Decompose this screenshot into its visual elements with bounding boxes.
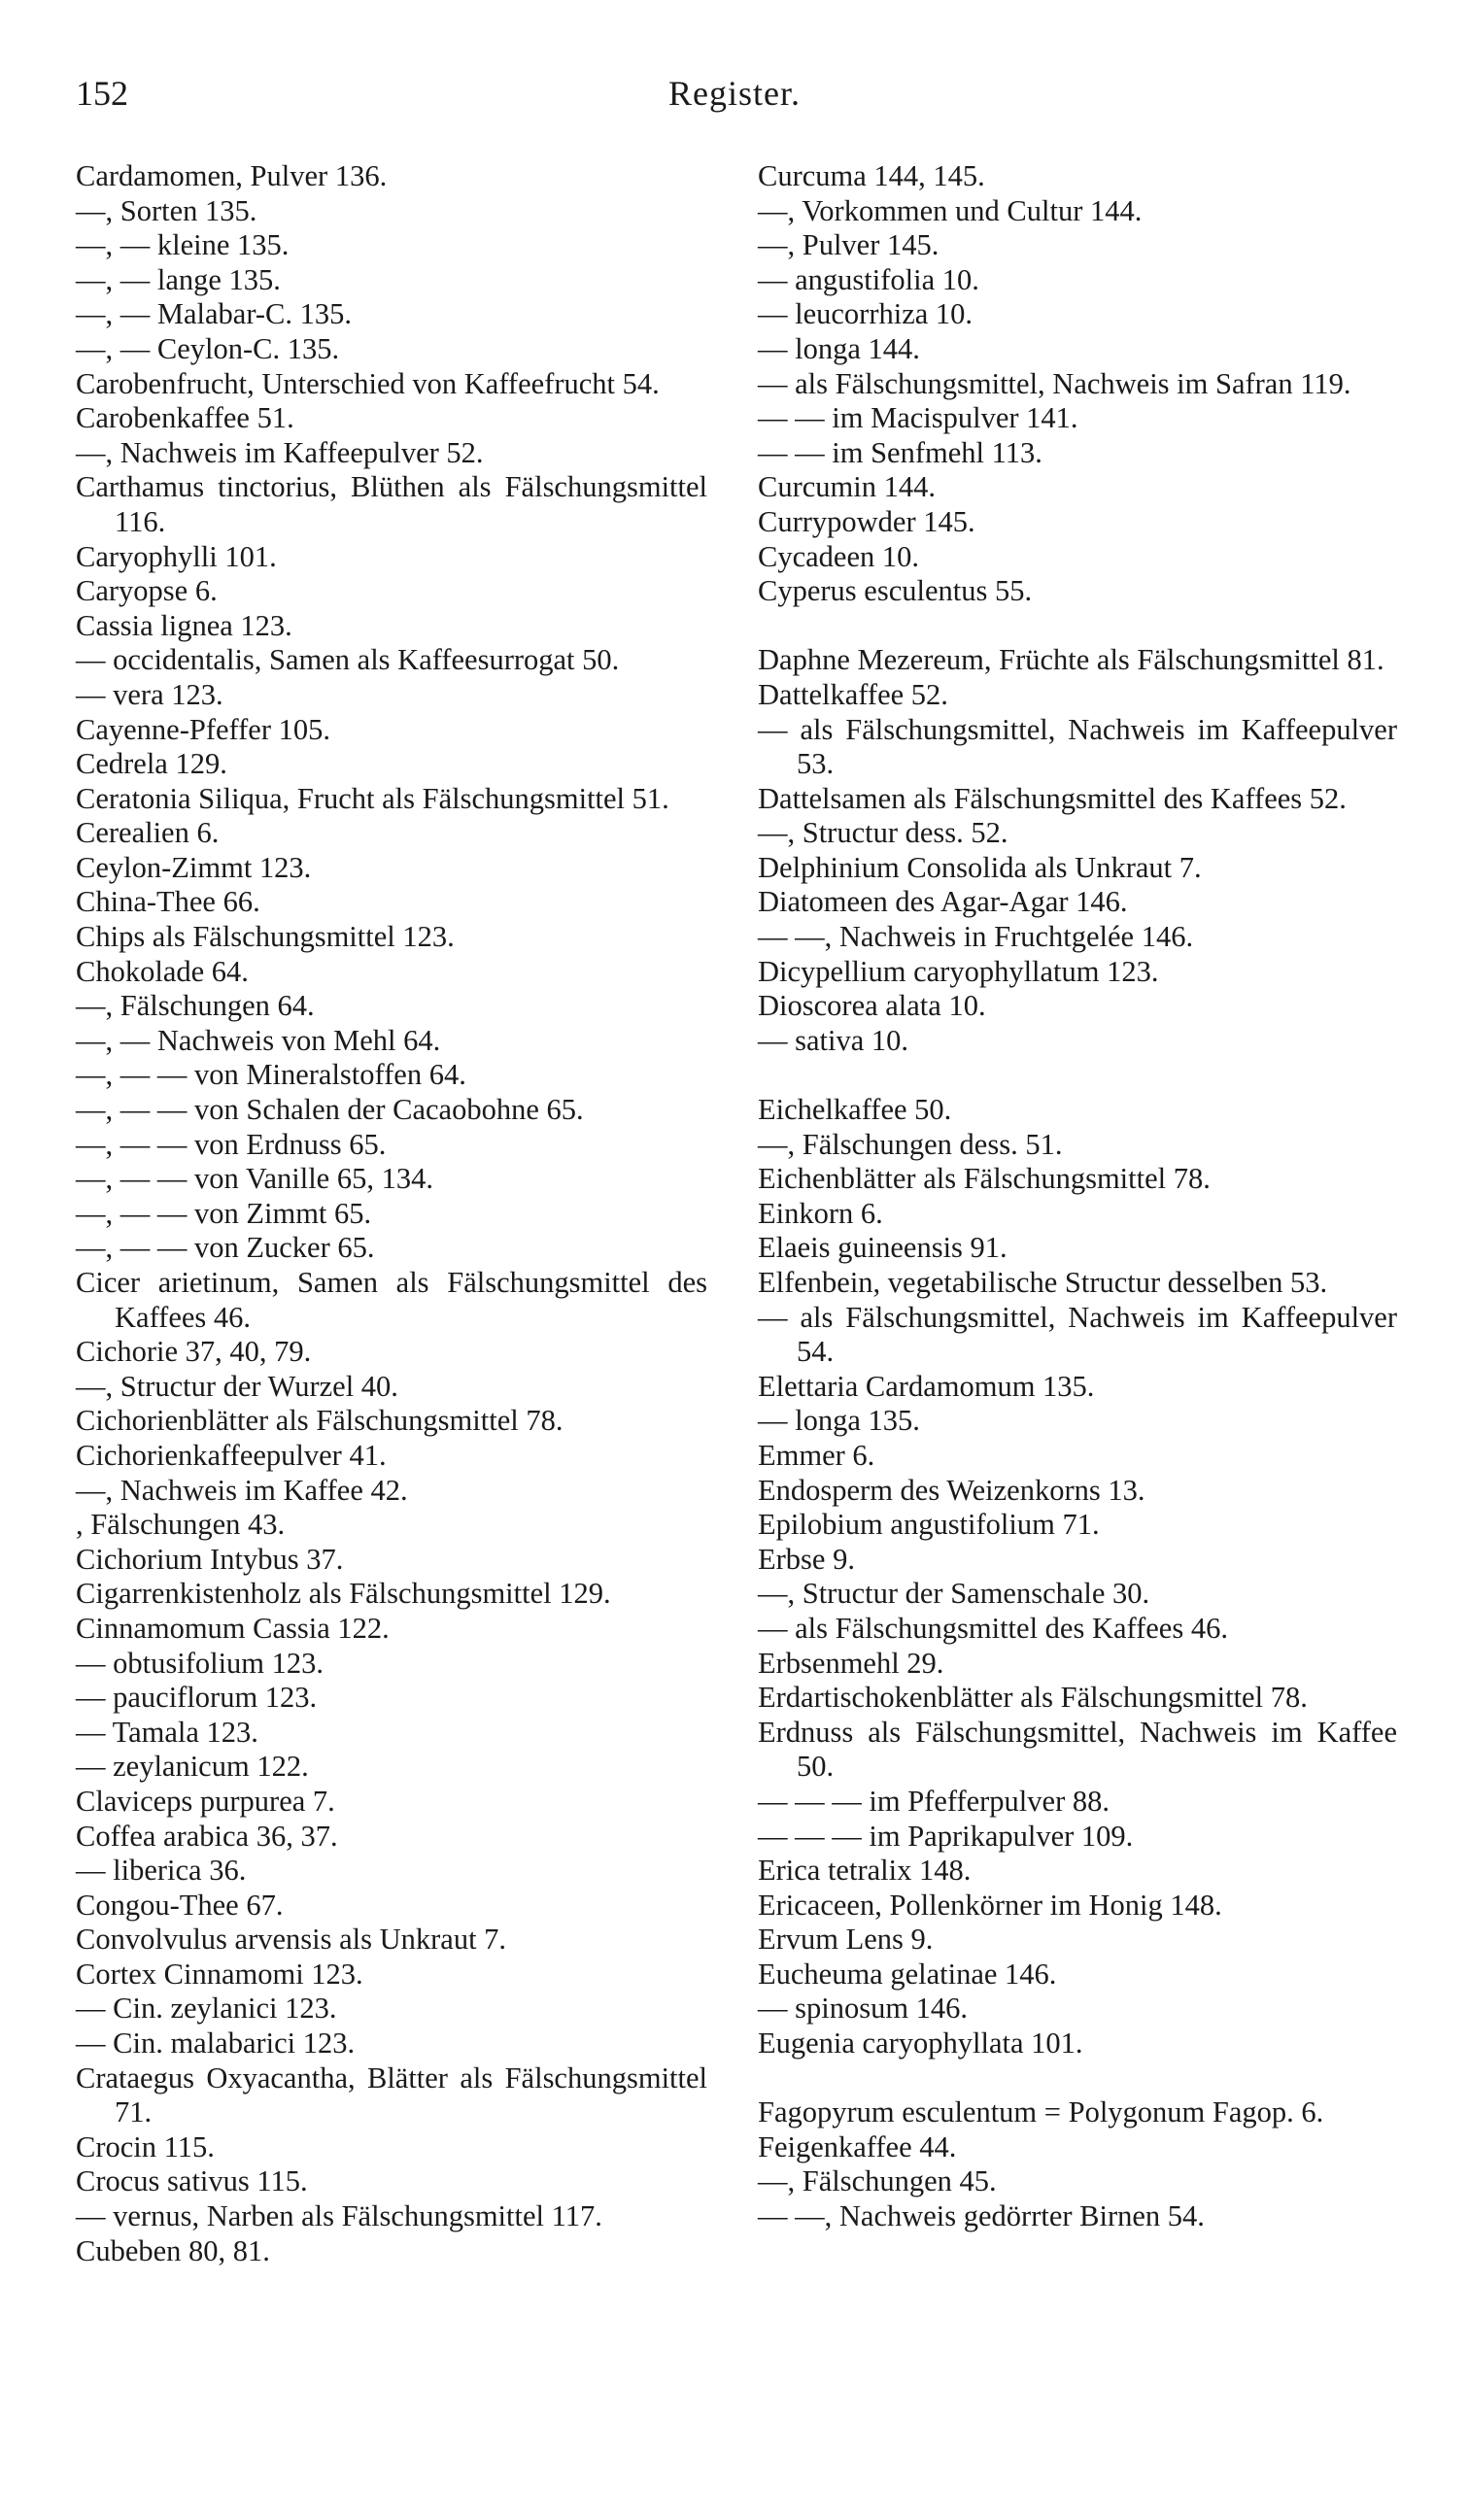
group-spacer <box>758 609 1397 644</box>
index-entry: — liberica 36. <box>76 1854 247 1888</box>
index-entry: Carthamus tinctorius, Blüthen als Fälschungsmittel 116. <box>76 470 707 538</box>
index-entry: — als Fälschungsmittel des Kaffees 46. <box>758 1611 1228 1645</box>
index-group-e <box>758 1093 1397 2061</box>
index-group-f <box>758 2095 1397 2233</box>
index-entry: Dioscorea alata 10. <box>758 989 986 1023</box>
index-entry: Elettaria Cardamomum 135. <box>758 1369 1095 1403</box>
index-entry: — Cin. zeylanici 123. <box>76 1992 337 2026</box>
index-entry: Cicer arietinum, Samen als Fälschungsmittel des Kaffees 46. <box>76 1266 707 1334</box>
index-entry: , Fälschungen 43. <box>76 1508 286 1542</box>
index-entry: Chips als Fälschungsmittel 123. <box>76 920 455 954</box>
index-entry: Cortex Cinnamomi 123. <box>76 1957 363 1991</box>
running-head: Register. <box>668 74 801 113</box>
index-entry: Erdartischokenblätter als Fälschungsmittel 78. <box>758 1681 1308 1715</box>
index-entry: —, — — von Zimmt 65. <box>76 1196 372 1230</box>
index-entry: —, Pulver 145. <box>758 228 939 262</box>
index-entry: Crocus sativus 115. <box>76 2164 308 2198</box>
index-entry: — leucorrhiza 10. <box>758 297 974 331</box>
index-entry: Crataegus Oxyacantha, Blätter als Fälschungsmittel 71. <box>76 2060 707 2129</box>
index-entry: Diatomeen des Agar-Agar 146. <box>758 885 1128 919</box>
index-entry: Cycadeen 10. <box>758 539 919 573</box>
index-entry: — als Fälschungsmittel, Nachweis im Kaffeepulver 53. <box>758 712 1397 781</box>
index-entry: Crocin 115. <box>76 2129 215 2163</box>
index-entry: Caryophylli 101. <box>76 539 277 573</box>
page-number: 152 <box>76 74 128 113</box>
index-entry: —, Structur der Wurzel 40. <box>76 1369 398 1403</box>
index-entry: —, — Malabar-C. 135. <box>76 297 353 331</box>
index-entry: Cardamomen, Pulver 136. <box>76 159 388 192</box>
index-entry: Ceylon-Zimmt 123. <box>76 850 312 884</box>
index-entry: —, — — von Schalen der Cacaobohne 65. <box>76 1093 584 1127</box>
index-entry: — als Fälschungsmittel, Nachweis im Safran 119. <box>758 366 1351 400</box>
index-entry: Carobenfrucht, Unterschied von Kaffeefrucht 54. <box>76 366 660 400</box>
index-entry: Dattelkaffee 52. <box>758 677 948 711</box>
index-entry: China-Thee 66. <box>76 885 260 919</box>
index-entry: Cedrela 129. <box>76 747 227 781</box>
index-entry: —, — — von Zucker 65. <box>76 1231 375 1265</box>
index-entry: Cichorium Intybus 37. <box>76 1542 344 1576</box>
index-entry: Eichelkaffee 50. <box>758 1093 952 1127</box>
index-entry: — — im Macispulver 141. <box>758 401 1078 435</box>
index-entry: Cichorie 37, 40, 79. <box>76 1335 312 1369</box>
index-entry: —, Nachweis im Kaffee 42. <box>76 1473 408 1507</box>
index-entry: —, — — von Mineralstoffen 64. <box>76 1058 466 1092</box>
index-entry: Daphne Mezereum, Früchte als Fälschungsmittel 81. <box>758 643 1384 677</box>
index-entry: Ceratonia Siliqua, Frucht als Fälschungsmittel 51. <box>76 781 669 815</box>
index-entry: — longa 144. <box>758 331 920 365</box>
index-entry: — — im Senfmehl 113. <box>758 435 1042 469</box>
index-entry: Eugenia caryophyllata 101. <box>758 2026 1083 2060</box>
index-entry: Chokolade 64. <box>76 954 249 988</box>
index-entry: Curcumin 144. <box>758 470 936 504</box>
index-entry: Convolvulus arvensis als Unkraut 7. <box>76 1923 507 1957</box>
index-entry: Emmer 6. <box>758 1438 875 1472</box>
index-entry: Erica tetralix 148. <box>758 1854 972 1888</box>
index-entry: Currypowder 145. <box>758 504 975 538</box>
index-entry: — Tamala 123. <box>76 1715 258 1749</box>
index-entry: —, Sorten 135. <box>76 193 257 227</box>
index-entry: — —, Nachweis in Fruchtgelée 146. <box>758 920 1194 954</box>
index-entry: Dattelsamen als Fälschungsmittel des Kaffees 52. <box>758 781 1347 815</box>
group-spacer <box>758 2061 1397 2096</box>
index-entry: —, — — von Erdnuss 65. <box>76 1127 387 1161</box>
index-entry: Claviceps purpurea 7. <box>76 1784 335 1818</box>
index-entry: —, — Nachweis von Mehl 64. <box>76 1023 441 1057</box>
index-entry: Cichorienkaffeepulver 41. <box>76 1438 387 1472</box>
index-entry: Curcuma 144, 145. <box>758 159 985 192</box>
index-entry: — sativa 10. <box>758 1023 909 1057</box>
index-entry: Feigenkaffee 44. <box>758 2129 957 2163</box>
index-entry: Erdnuss als Fälschungsmittel, Nachweis im Kaffee 50. <box>758 1715 1397 1784</box>
index-entry: Fagopyrum esculentum = Polygonum Fagop. 6. <box>758 2095 1324 2129</box>
index-group-c <box>758 159 1397 609</box>
index-entry: — angustifolia 10. <box>758 262 979 296</box>
index-entry: —, — lange 135. <box>76 262 281 296</box>
index-entry: — obtusifolium 123. <box>76 1646 325 1680</box>
index-group-d <box>758 643 1397 1058</box>
index-entry: —, Nachweis im Kaffeepulver 52. <box>76 435 484 469</box>
group-spacer <box>758 1058 1397 1093</box>
index-entry: — — — im Pfefferpulver 88. <box>758 1784 1110 1818</box>
index-entry: — pauciflorum 123. <box>76 1681 318 1715</box>
index-entry: —, — Ceylon-C. 135. <box>76 331 340 365</box>
index-entry: — zeylanicum 122. <box>76 1750 309 1784</box>
index-entry: —, Structur der Samenschale 30. <box>758 1577 1150 1611</box>
index-entry: Eucheuma gelatinae 146. <box>758 1957 1057 1991</box>
index-entry: — als Fälschungsmittel, Nachweis im Kaffeepulver 54. <box>758 1300 1397 1369</box>
index-entry: —, — — von Vanille 65, 134. <box>76 1162 433 1196</box>
index-entry: Cayenne-Pfeffer 105. <box>76 712 330 746</box>
index-entry: Elfenbein, vegetabilische Structur desselben 53. <box>758 1266 1328 1299</box>
index-entry: Endosperm des Weizenkorns 13. <box>758 1473 1145 1507</box>
index-entry: Cichorienblätter als Fälschungsmittel 78. <box>76 1404 564 1438</box>
index-entry: Erbsenmehl 29. <box>758 1646 944 1680</box>
index-entry: Coffea arabica 36, 37. <box>76 1819 338 1853</box>
index-entry: Cinnamomum Cassia 122. <box>76 1611 390 1645</box>
index-entry: Elaeis guineensis 91. <box>758 1231 1008 1265</box>
index-entry: Carobenkaffee 51. <box>76 401 294 435</box>
index-entry: Erbse 9. <box>758 1542 855 1576</box>
index-entry: Einkorn 6. <box>758 1196 883 1230</box>
index-entry: Caryopse 6. <box>76 574 218 608</box>
index-entry: Congou-Thee 67. <box>76 1888 284 1922</box>
index-entry: Cigarrenkistenholz als Fälschungsmittel 129. <box>76 1577 611 1611</box>
index-entry: Ericaceen, Pollenkörner im Honig 148. <box>758 1888 1222 1922</box>
index-entry: — occidentalis, Samen als Kaffeesurrogat 50. <box>76 643 620 677</box>
index-column-left <box>76 159 707 2268</box>
index-entry: Cerealien 6. <box>76 816 220 850</box>
index-entry: —, — kleine 135. <box>76 228 290 262</box>
index-entry: —, Vorkommen und Cultur 144. <box>758 193 1143 227</box>
index-entry: —, Fälschungen 45. <box>758 2164 997 2198</box>
index-entry: — Cin. malabarici 123. <box>76 2026 356 2060</box>
index-entry: Epilobium angustifolium 71. <box>758 1508 1100 1542</box>
index-entry: Eichenblätter als Fälschungsmittel 78. <box>758 1162 1211 1196</box>
index-column-right <box>758 159 1397 2234</box>
index-entry: —, Fälschungen 64. <box>76 989 315 1023</box>
index-entry: — —, Nachweis gedörrter Birnen 54. <box>758 2199 1205 2233</box>
index-entry: Cubeben 80, 81. <box>76 2233 270 2267</box>
index-entry: Delphinium Consolida als Unkraut 7. <box>758 850 1202 884</box>
index-entry: Ervum Lens 9. <box>758 1923 934 1957</box>
index-entry: — vera 123. <box>76 677 223 711</box>
index-entry: Cyperus esculentus 55. <box>758 574 1033 608</box>
index-entry: Cassia lignea 123. <box>76 608 292 642</box>
index-entry: — spinosum 146. <box>758 1992 969 2026</box>
index-entry: Dicypellium caryophyllatum 123. <box>758 954 1159 988</box>
index-entry: — — — im Paprikapulver 109. <box>758 1819 1134 1853</box>
index-entry: —, Structur dess. 52. <box>758 816 1008 850</box>
index-entry: —, Fälschungen dess. 51. <box>758 1127 1063 1161</box>
index-entry: — longa 135. <box>758 1404 920 1438</box>
index-entry: — vernus, Narben als Fälschungsmittel 117. <box>76 2199 602 2233</box>
